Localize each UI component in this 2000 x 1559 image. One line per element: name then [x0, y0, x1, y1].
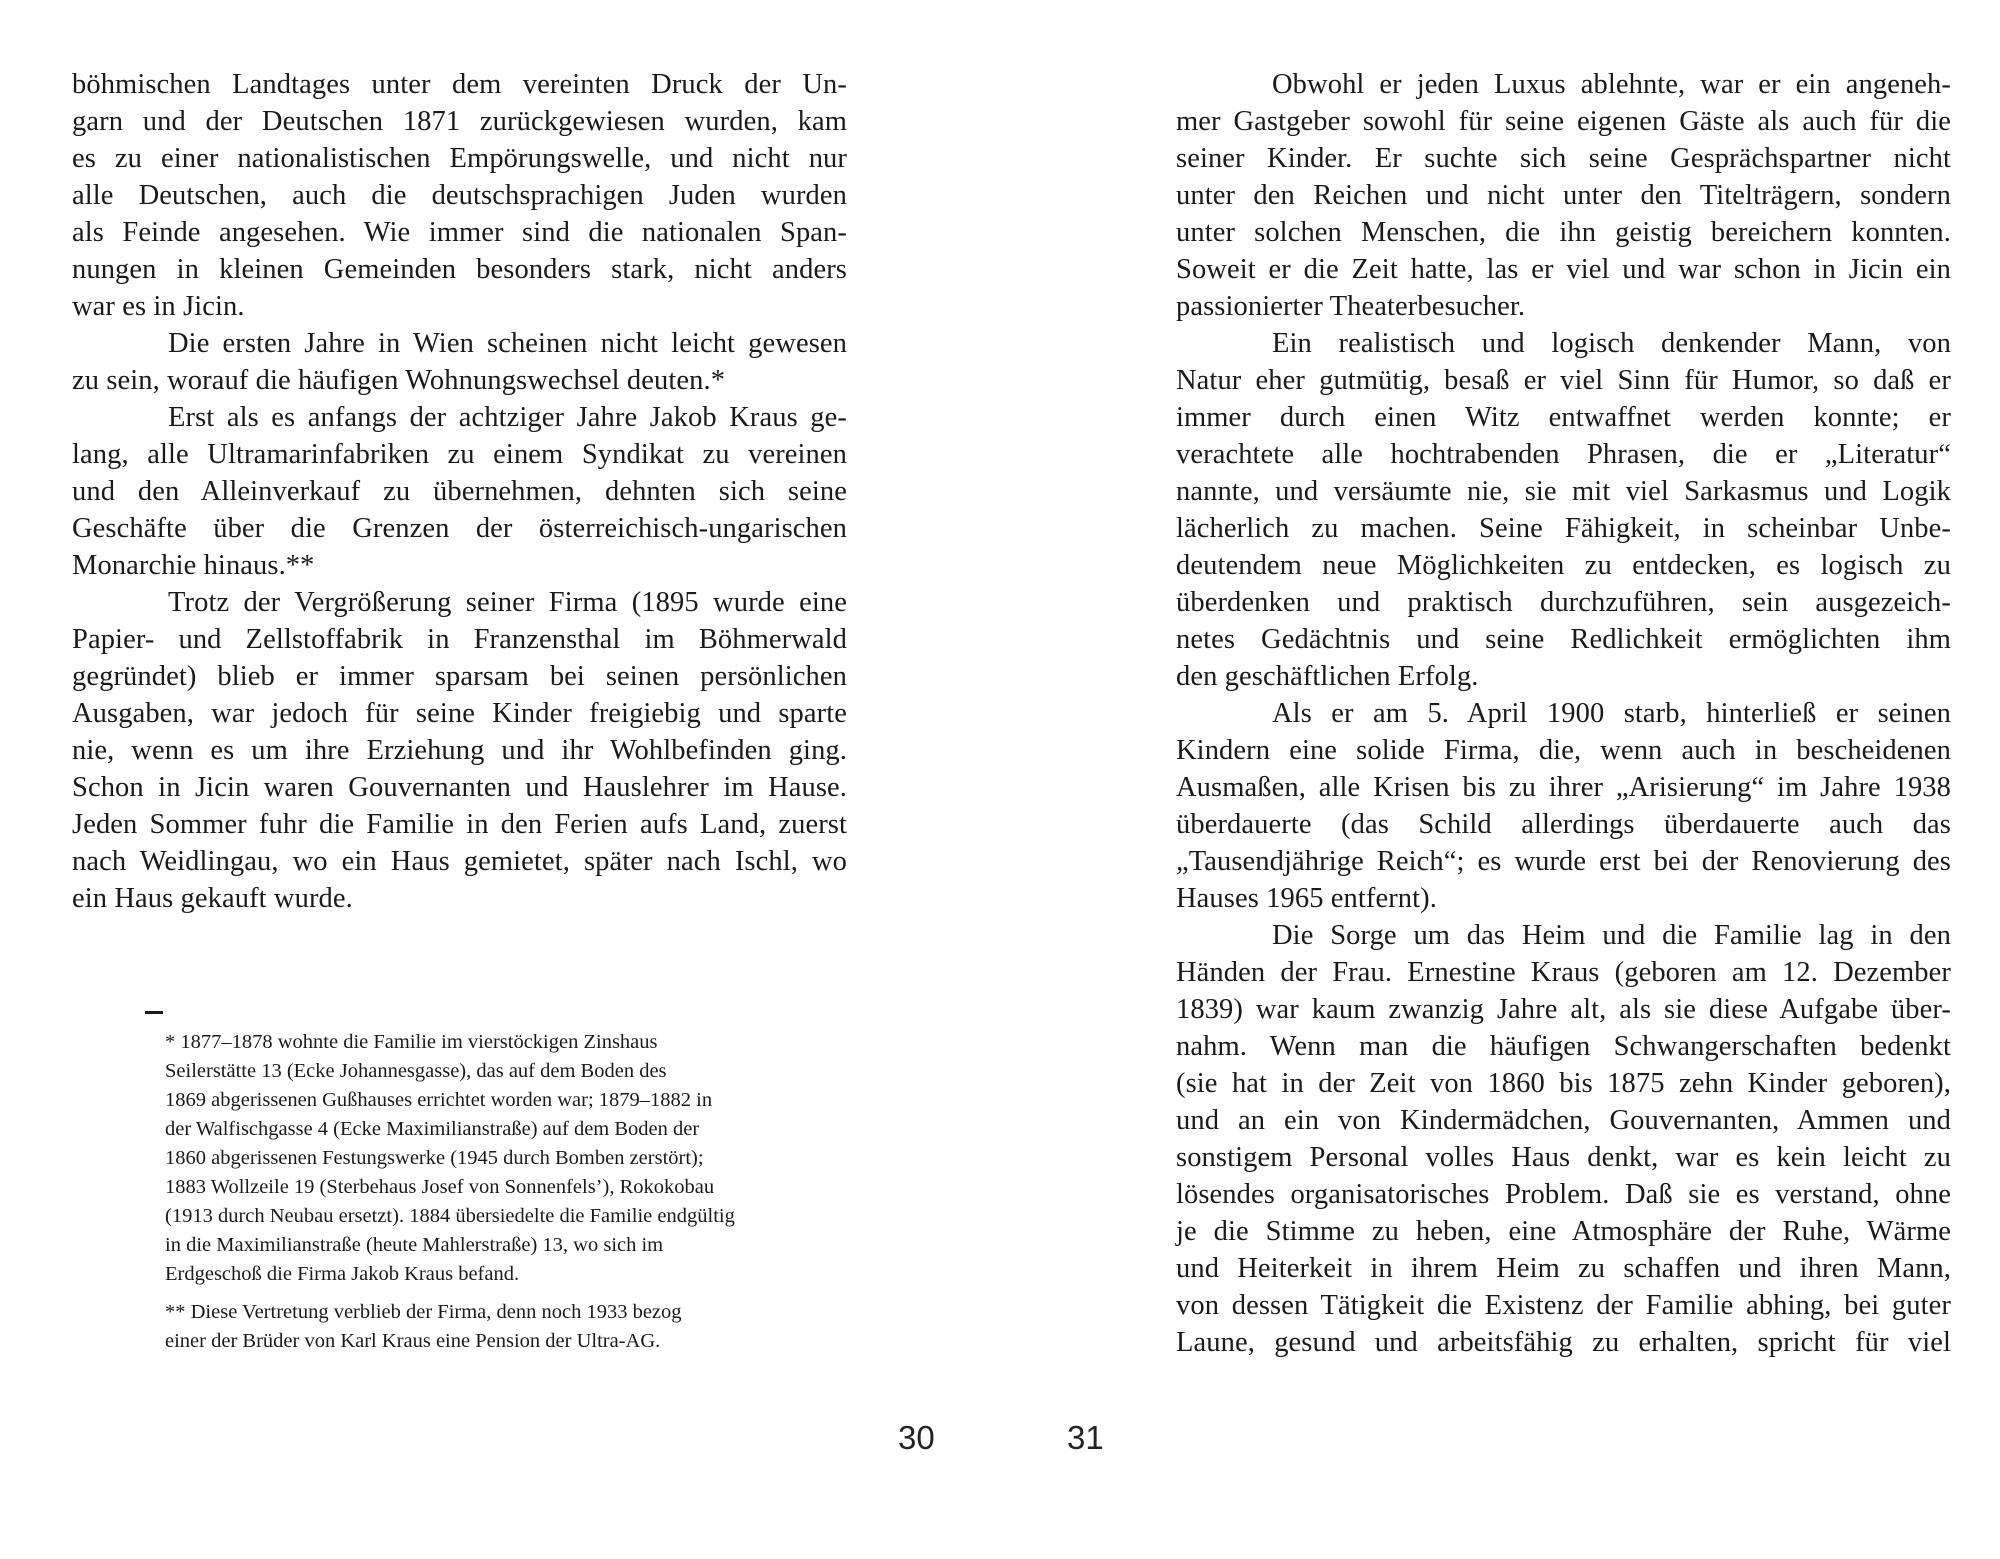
body-line: und Heiterkeit in ihrem Heim zu schaffen und ihren Mann,: [1176, 1253, 1951, 1284]
body-line: 1839) war kaum zwanzig Jahre alt, als sie diese Aufgabe über-: [1176, 994, 1951, 1025]
body-line: überdauerte (das Schild allerdings überdauerte auch das: [1176, 809, 1951, 840]
body-line: Hauses 1965 entfernt).: [1176, 883, 1437, 914]
body-line: Soweit er die Zeit hatte, las er viel und war schon in Jicin ein: [1176, 254, 1951, 285]
page-number-right: 31: [1067, 1419, 1104, 1456]
paragraph-start-line: Erst als es anfangs der achtziger Jahre Jakob Kraus ge-: [168, 402, 847, 433]
footnote-line: Seilerstätte 13 (Ecke Johannesgasse), das auf dem Boden des: [165, 1060, 667, 1082]
body-line: den geschäftlichen Erfolg.: [1176, 661, 1479, 692]
body-line: passionierter Theaterbesucher.: [1176, 291, 1526, 322]
paragraph-start-line: Die Sorge um das Heim und die Familie lag in den: [1272, 920, 1951, 951]
footnote-line: Erdgeschoß die Firma Jakob Kraus befand.: [165, 1263, 520, 1285]
body-line: unter solchen Menschen, die ihn geistig bereichern konnten.: [1176, 217, 1951, 248]
body-line: seiner Kinder. Er suchte sich seine Gesprächspartner nicht: [1176, 143, 1951, 174]
body-line: als Feinde angesehen. Wie immer sind die nationalen Span-: [72, 217, 847, 248]
body-line: war es in Jicin.: [72, 291, 245, 322]
body-line: lösendes organisatorisches Problem. Daß sie es verstand, ohne: [1176, 1179, 1951, 1210]
footnote-line: einer der Brüder von Karl Kraus eine Pension der Ultra-AG.: [165, 1330, 661, 1352]
body-line: lächerlich zu machen. Seine Fähigkeit, in scheinbar Unbe-: [1176, 513, 1951, 544]
body-line: alle Deutschen, auch die deutschsprachigen Juden wurden: [72, 180, 847, 211]
footnote-line: der Walfischgasse 4 (Ecke Maximilianstraße) auf dem Boden der: [165, 1118, 700, 1140]
body-line: Natur eher gutmütig, besaß er viel Sinn für Humor, so daß er: [1176, 365, 1951, 396]
body-line: nungen in kleinen Gemeinden besonders stark, nicht anders: [72, 254, 847, 285]
footnote-line: 1869 abgerissenen Gußhauses errichtet worden war; 1879–1882 in: [165, 1089, 713, 1111]
body-line: gegründet) blieb er immer sparsam bei seinen persönlichen: [72, 661, 847, 692]
body-line: nie, wenn es um ihre Erziehung und ihr Wohlbefinden ging.: [72, 735, 847, 766]
paragraph-start-line: Trotz der Vergrößerung seiner Firma (1895 wurde eine: [168, 587, 847, 618]
paragraph-start-line: Ein realistisch und logisch denkender Mann, von: [1272, 328, 1951, 359]
body-line: Geschäfte über die Grenzen der österreichisch-ungarischen: [72, 513, 847, 544]
body-line: nannte, und versäumte nie, sie mit viel Sarkasmus und Logik: [1176, 476, 1951, 507]
body-line: immer durch einen Witz entwaffnet werden konnte; er: [1176, 402, 1951, 433]
body-line: mer Gastgeber sowohl für seine eigenen Gäste als auch für die: [1176, 106, 1951, 137]
body-line: unter den Reichen und nicht unter den Titelträgern, sondern: [1176, 180, 1951, 211]
body-line: Jeden Sommer fuhr die Familie in den Ferien aufs Land, zuerst: [72, 809, 847, 840]
paragraph-start-line: Als er am 5. April 1900 starb, hinterließ er seinen: [1272, 698, 1951, 729]
body-line: Ausmaßen, alle Krisen bis zu ihrer „Arisierung“ im Jahre 1938: [1176, 772, 1951, 803]
body-line: überdenken und praktisch durchzuführen, sein ausgezeich-: [1176, 587, 1951, 618]
body-line: Papier- und Zellstoffabrik in Franzensthal im Böhmerwald: [72, 624, 847, 655]
body-line: Schon in Jicin waren Gouvernanten und Hauslehrer im Hause.: [72, 772, 847, 803]
body-line: Händen der Frau. Ernestine Kraus (geboren am 12. Dezember: [1176, 957, 1951, 988]
footnote-line: in die Maximilianstraße (heute Mahlerstraße) 13, wo sich im: [165, 1234, 664, 1256]
body-line: je die Stimme zu heben, eine Atmosphäre der Ruhe, Wärme: [1176, 1216, 1951, 1247]
body-line: netes Gedächtnis und seine Redlichkeit ermöglichten ihm: [1176, 624, 1951, 655]
body-line: garn und der Deutschen 1871 zurückgewiesen wurden, kam: [72, 106, 847, 137]
body-line: zu sein, worauf die häufigen Wohnungswechsel deuten.*: [72, 365, 726, 396]
footnote-line: 1860 abgerissenen Festungswerke (1945 durch Bomben zerstört);: [165, 1147, 704, 1169]
footnote-line: 1883 Wollzeile 19 (Sterbehaus Josef von Sonnenfels’), Rokokobau: [165, 1176, 715, 1198]
body-line: deutendem neue Möglichkeiten zu entdecken, es logisch zu: [1176, 550, 1951, 581]
page-number-left: 30: [898, 1419, 935, 1456]
body-line: böhmischen Landtages unter dem vereinten Druck der Un-: [72, 69, 847, 100]
body-line: es zu einer nationalistischen Empörungswelle, und nicht nur: [72, 143, 847, 174]
body-line: lang, alle Ultramarinfabriken zu einem Syndikat zu vereinen: [72, 439, 847, 470]
body-line: Kindern eine solide Firma, die, wenn auch in bescheidenen: [1176, 735, 1951, 766]
body-line: nach Weidlingau, wo ein Haus gemietet, später nach Ischl, wo: [72, 846, 847, 877]
body-line: Laune, gesund und arbeitsfähig zu erhalten, spricht für viel: [1176, 1327, 1951, 1358]
body-line: ein Haus gekauft wurde.: [72, 883, 353, 914]
body-line: verachtete alle hochtrabenden Phrasen, die er „Literatur“: [1176, 439, 1951, 470]
body-line: sonstigem Personal volles Haus denkt, war es kein leicht zu: [1176, 1142, 1951, 1173]
paragraph-start-line: Die ersten Jahre in Wien scheinen nicht leicht gewesen: [168, 328, 847, 359]
body-line: nahm. Wenn man die häufigen Schwangerschaften bedenkt: [1176, 1031, 1951, 1062]
footnote-line: ** Diese Vertretung verblieb der Firma, denn noch 1933 bezog: [165, 1301, 682, 1323]
footnote-line: * 1877–1878 wohnte die Familie im vierstöckigen Zinshaus: [165, 1031, 658, 1053]
body-line: Ausgaben, war jedoch für seine Kinder freigiebig und sparte: [72, 698, 847, 729]
paragraph-start-line: Obwohl er jeden Luxus ablehnte, war er ein angeneh-: [1272, 69, 1951, 100]
footnote-line: (1913 durch Neubau ersetzt). 1884 übersiedelte die Familie endgültig: [165, 1205, 735, 1227]
body-line: und an ein von Kindermädchen, Gouvernanten, Ammen und: [1176, 1105, 1951, 1136]
body-line: und den Alleinverkauf zu übernehmen, dehnten sich seine: [72, 476, 847, 507]
footnote-separator: [145, 1011, 163, 1014]
body-line: (sie hat in der Zeit von 1860 bis 1875 zehn Kinder geboren),: [1176, 1068, 1951, 1099]
body-line: Monarchie hinaus.**: [72, 550, 315, 581]
body-line: „Tausendjährige Reich“; es wurde erst bei der Renovierung des: [1176, 846, 1951, 877]
body-line: von dessen Tätigkeit die Existenz der Familie abhing, bei guter: [1176, 1290, 1951, 1321]
